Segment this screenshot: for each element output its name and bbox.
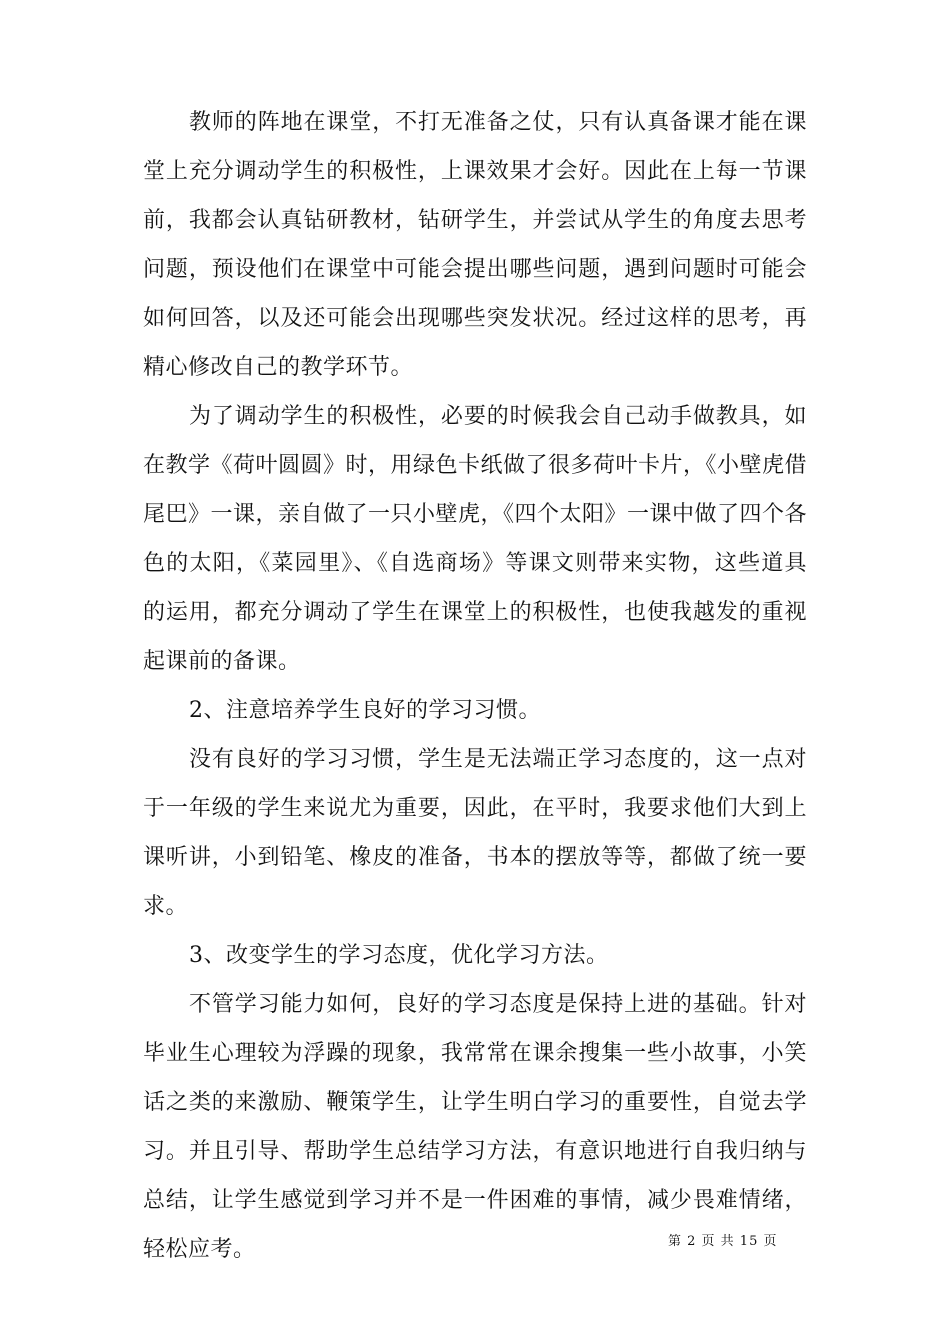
section-heading-study-attitude: 3、改变学生的学习态度，优化学习方法。 [189,943,609,968]
section-heading-study-habits: 2、注意培养学生良好的学习习惯。 [189,698,541,723]
page-number: 第 2 页 共 15 页 [668,1234,778,1249]
document-body [143,98,807,1274]
paragraph-study-habits: 没有良好的学习习惯，学生是无法端正学习态度的，这一点对于一年级的学生来说尤为重要，因此，在平时，我要求他们大到上课听讲，小到铅笔、橡皮的准备，书本的摆放等等，都做了统一要求。 [143,747,807,919]
paragraph-lesson-preparation: 教师的阵地在课堂，不打无准备之仗，只有认真备课才能在课堂上充分调动学生的积极性，上课效果才会好。因此在上每一节课前，我都会认真钻研教材，钻研学生，并尝试从学生的角度去思考问题，预设他们在课堂中可能会提出哪些问题，遇到问题时可能会如何回答，以及还可能会出现哪些突发状况。经过这样的思考，再精心修改自己的教学环节。 [143,110,807,380]
paragraph-study-attitude: 不管学习能力如何，良好的学习态度是保持上进的基础。针对毕业生心理较为浮躁的现象，我常常在课余搜集一些小故事，小笑话之类的来激励、鞭策学生，让学生明白学习的重要性，自觉去学习。并且引导、帮助学生总结学习方法，有意识地进行自我归纳与总结，让学生感觉到学习并不是一件困难的事情，减少畏难情绪，轻松应考。 [143,992,807,1262]
paragraph-teaching-aids: 为了调动学生的积极性，必要的时候我会自己动手做教具，如在教学《荷叶圆圆》时，用绿色卡纸做了很多荷叶卡片，《小壁虎借尾巴》一课，亲自做了一只小壁虎，《四个太阳》一课中做了四个各色的太阳，《菜园里》、《自选商场》等课文则带来实物，这些道具的运用，都充分调动了学生在课堂上的积极性，也使我越发的重视起课前的备课。 [143,404,808,674]
